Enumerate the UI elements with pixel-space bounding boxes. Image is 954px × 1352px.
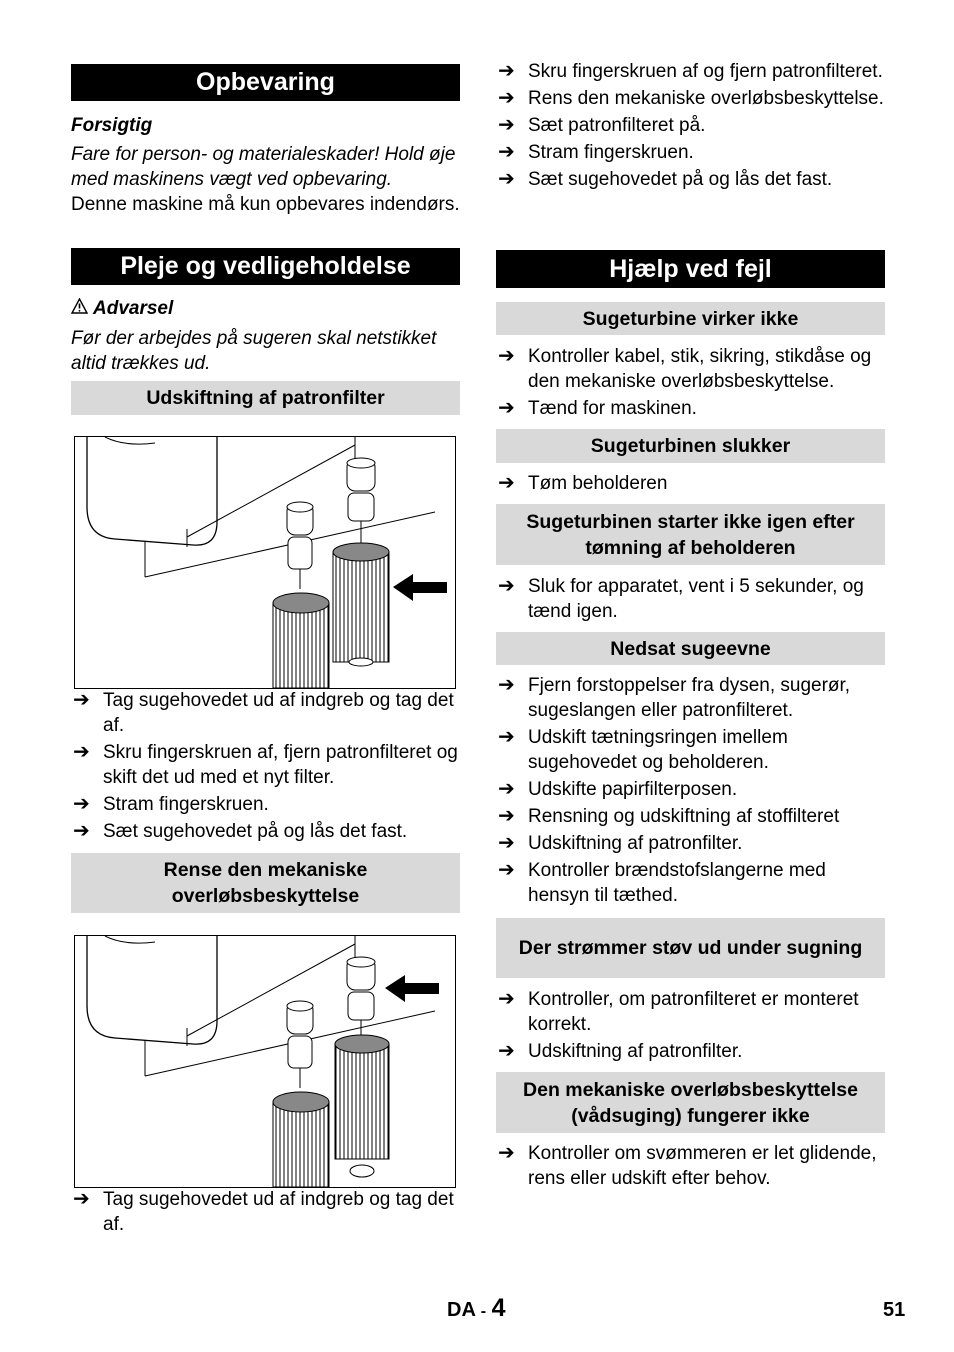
- arrow-right-icon: ➔: [498, 345, 515, 367]
- warning-row: [71, 296, 460, 321]
- arrow-right-icon: ➔: [498, 168, 515, 190]
- arrow-right-icon: ➔: [498, 575, 515, 597]
- rense-continued-steps: [496, 59, 885, 194]
- heading-pleje: Pleje og vedligeholdelse: [71, 248, 460, 285]
- warning-triangle-icon: [71, 296, 93, 321]
- arrow-right-icon: ➔: [73, 820, 90, 842]
- arrow-right-icon: ➔: [498, 60, 515, 82]
- list-item: ➔ Tag sugehovedet ud af indgreb og tag det af.: [73, 1188, 454, 1235]
- rense-steps: [71, 1187, 460, 1239]
- arrow-right-icon: ➔: [498, 674, 515, 696]
- fault-steps: [496, 1141, 885, 1193]
- list-item: ➔ Udskiftning af patronfilter.: [498, 832, 743, 854]
- page-number: 51: [883, 1299, 906, 1321]
- list-item: ➔ Kontroller om svømmeren er let glidende, rens eller udskift efter behov.: [498, 1142, 877, 1189]
- arrow-right-icon: ➔: [498, 472, 515, 494]
- heading-opbevaring: Opbevaring: [71, 64, 460, 101]
- fault-steps: [496, 987, 885, 1066]
- arrow-right-icon: ➔: [498, 859, 515, 881]
- figure-cartridge-filter: [74, 436, 456, 689]
- fault-steps: [496, 471, 885, 498]
- figure-overflow-protection: [74, 935, 456, 1188]
- list-item: ➔ Stram fingerskruen.: [73, 793, 269, 815]
- list-item: ➔ Kontroller, om patronfilteret er monteret korrekt.: [498, 988, 859, 1035]
- fault-steps: [496, 574, 885, 626]
- arrow-right-icon: ➔: [498, 141, 515, 163]
- list-item: ➔ Rensning og udskiftning af stoffilteret: [498, 805, 840, 827]
- list-item: ➔ Sæt sugehovedet på og lås det fast.: [73, 820, 408, 842]
- fault-title: Sugeturbinen slukker: [496, 429, 885, 463]
- arrow-right-icon: ➔: [498, 1040, 515, 1062]
- warning-text: Før der arbejdes på sugeren skal netstikket altid trækkes ud.: [71, 328, 437, 374]
- arrow-right-icon: ➔: [498, 832, 515, 854]
- arrow-right-icon: ➔: [498, 397, 515, 419]
- list-item: ➔ Kontroller brændstofslangerne med hensyn til tæthed.: [498, 859, 826, 906]
- caution-text: Fare for person- og materialeskader! Hold øje med maskinens vægt ved opbevaring.: [71, 144, 456, 190]
- fault-title: Sugeturbine virker ikke: [496, 302, 885, 335]
- arrow-right-icon: ➔: [73, 741, 90, 763]
- heading-rense: Rense den mekaniske overløbsbeskyttelse: [71, 853, 460, 913]
- list-item: ➔ Skru fingerskruen af, fjern patronfilteret og skift det ud med et nyt filter.: [73, 741, 458, 788]
- list-item: ➔ Kontroller kabel, stik, sikring, stikdåse og den mekaniske overløbsbeskyttelse.: [498, 345, 872, 392]
- list-item: ➔ Stram fingerskruen.: [498, 141, 694, 163]
- caution-label: Forsigtig: [71, 115, 153, 136]
- list-item: ➔ Udskift tætningsringen imellem sugehovedet og beholderen.: [498, 726, 788, 773]
- list-item: ➔ Sluk for apparatet, vent i 5 sekunder, og tænd igen.: [498, 575, 864, 622]
- heading-hjaelp: Hjælp ved fejl: [496, 250, 885, 288]
- list-item: ➔ Tænd for maskinen.: [498, 397, 697, 419]
- list-item: ➔ Sæt patronfilteret på.: [498, 114, 706, 136]
- arrow-right-icon: ➔: [498, 726, 515, 748]
- arrow-right-icon: ➔: [73, 793, 90, 815]
- storage-text: Denne maskine må kun opbevares indendørs.: [71, 194, 460, 215]
- fault-title: Der strømmer støv ud under sugning: [496, 918, 885, 978]
- arrow-right-icon: ➔: [498, 778, 515, 800]
- fault-steps: [496, 344, 885, 423]
- arrow-right-icon: ➔: [498, 1142, 515, 1164]
- fault-steps: [496, 673, 885, 910]
- arrow-right-icon: ➔: [73, 689, 90, 711]
- arrow-right-icon: ➔: [498, 114, 515, 136]
- list-item: ➔ Rens den mekaniske overløbsbeskyttelse.: [498, 87, 884, 109]
- arrow-right-icon: ➔: [498, 87, 515, 109]
- fault-title: Nedsat sugeevne: [496, 632, 885, 665]
- arrow-right-icon: ➔: [73, 1188, 90, 1210]
- arrow-right-icon: ➔: [498, 805, 515, 827]
- list-item: ➔ Fjern forstoppelser fra dysen, sugerør, sugeslangen eller patronfilteret.: [498, 674, 851, 721]
- fault-title: Sugeturbinen starter ikke igen efter tømning af beholderen: [496, 504, 885, 565]
- list-item: ➔ Tag sugehovedet ud af indgreb og tag det af.: [73, 689, 454, 736]
- footer-section-label: DA - 4: [447, 1294, 506, 1322]
- heading-patronfilter: Udskiftning af patronfilter: [71, 381, 460, 415]
- list-item: ➔ Udskiftning af patronfilter.: [498, 1040, 743, 1062]
- arrow-right-icon: ➔: [498, 988, 515, 1010]
- list-item: ➔ Udskifte papirfilterposen.: [498, 778, 738, 800]
- fault-title: Den mekaniske overløbsbeskyttelse (vådsuging) fungerer ikke: [496, 1072, 885, 1133]
- warning-label: Advarsel: [93, 298, 174, 319]
- list-item: ➔ Sæt sugehovedet på og lås det fast.: [498, 168, 833, 190]
- list-item: ➔ Skru fingerskruen af og fjern patronfilteret.: [498, 60, 883, 82]
- patronfilter-steps: [71, 688, 460, 846]
- list-item: ➔ Tøm beholderen: [498, 472, 668, 494]
